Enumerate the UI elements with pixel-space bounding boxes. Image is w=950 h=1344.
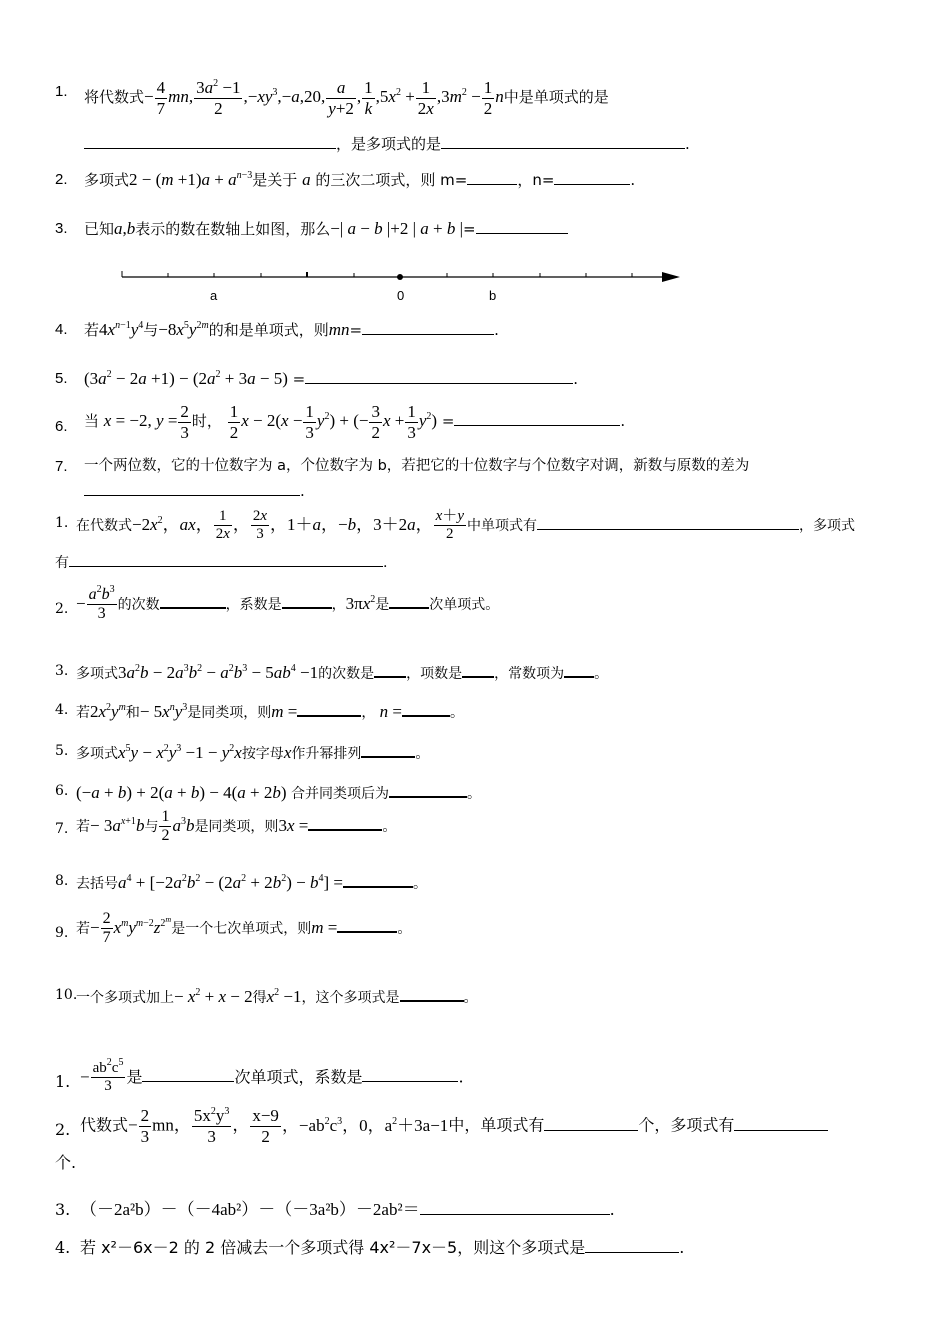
b-q1-text4: 有 [55,555,69,571]
b-q3-text5: 。 [594,666,609,682]
a-q6-end: . [620,412,626,431]
a-q3-number: 3. [55,220,68,237]
b-q2-number: 2. [55,601,69,617]
a-q4-number: 4. [55,321,68,338]
b-q4-blank-n[interactable] [402,701,450,717]
a-q3-text3: = [463,220,476,238]
b-q1-text2: 中单项式有 [466,517,537,534]
a-q4-end: . [494,321,499,339]
b-q3-blank3[interactable] [564,662,594,678]
c-q1-number: 1. [55,1072,71,1091]
a-q6-blank[interactable] [454,411,620,426]
a-q1-blank2[interactable] [441,134,685,149]
c-q2-text2: 中，单项式有 [448,1115,545,1135]
c-q3-expression: （－2a²b）－（－4ab²）－（－3a²b）－2ab²＝ [80,1200,420,1219]
b-q3-number: 3. [55,663,69,679]
b-q10-text2: 得 [252,990,267,1006]
c-q4-number: 4. [55,1238,71,1257]
a-q5-end: . [573,370,578,388]
a-q2-text1: 多项式 [84,171,130,189]
c-q2-number: 2. [55,1120,71,1139]
a-q3-blank[interactable] [476,219,568,234]
frac-3a2-1-2: $\frac{3a^2 -1}{2}$ [196,78,241,118]
number-line [0,262,950,322]
b-q10-number: 10. [55,987,78,1003]
b-q10-text4: 。 [463,990,478,1006]
b-q4-text5: 。 [449,705,464,721]
b-q9-blank[interactable] [337,917,397,933]
b-q1-text3: ，多项式 [798,517,855,534]
a-q4-text3: 的和是单项式，则 [208,321,329,339]
c-q3-number: 3. [55,1200,71,1219]
a-q7-line2 [84,481,305,499]
a-q2-blank-m[interactable] [467,170,517,185]
b-q2-text1: 的次数 [117,596,160,613]
frac-1-2x: $\frac{1}{2x}$ [417,78,434,118]
c-q2-blank1[interactable] [544,1116,638,1131]
b-q4-blank-m[interactable] [297,701,361,717]
a-q6-text2: 时， [191,412,222,431]
c-q1-end: . [458,1067,464,1087]
b-q3-text3: ，项数是 [406,666,463,682]
b-q10-text1: 一个多项式加上 [76,990,174,1006]
b-q2-text4: 是 [375,596,390,613]
b-q1-text1: 在代数式 [76,517,132,534]
b-q5-text4: 。 [415,746,430,762]
a-q2-text3: 的三次二项式，则 m= [315,171,468,189]
b-q4-text3: 是同类项，则 [187,705,272,721]
c-q4-blank[interactable] [585,1238,679,1253]
b-q7-text2: 与 [144,818,159,835]
a-q5-number: 5. [55,370,68,387]
b-q2-blank1[interactable] [160,593,226,609]
a-q6-text3: = [441,412,455,431]
b-q8-text1: 去括号 [76,876,118,892]
b-q4-text4: ， [361,705,376,721]
b-q2-blank2[interactable] [282,593,332,609]
a-q1-blank1[interactable] [84,134,336,149]
a-q5-blank[interactable] [305,369,573,384]
b-q6-number: 6. [55,783,69,799]
b-q8-number: 8. [55,873,69,889]
c-q2-line2 [55,1155,76,1171]
c-q2-text3: 个，多项式有 [638,1115,735,1135]
label-a: a [210,288,218,303]
a-q7-text: 一个两位数，它的十位数字为 a，个位数字为 b，若把它的十位数字与个位数字对调，新数与原数的差为 [84,458,750,474]
a-q6-text1: 当 [84,412,100,431]
b-q2-blank3[interactable] [389,593,429,609]
b-q5-text2: 按字母 [241,746,284,762]
a-q1-text: 将代数式 [84,88,145,107]
b-q9-text2: 是一个七次单项式，则 [171,920,312,937]
a-q1-text3: ，是多项式的是 [336,135,442,153]
frac-1-k: $\frac{1}{k}$ [364,78,373,118]
b-q5-text3: 作升幂排列 [291,746,362,762]
b-q6-blank[interactable] [389,782,467,798]
b-q10-blank[interactable] [400,986,464,1002]
c-q1-text1: 是 [126,1067,143,1087]
b-q4-text1: 若 [76,705,90,721]
b-q1-blank1[interactable] [537,515,799,530]
a-q2-number: 2. [55,171,68,188]
a-q2-end: . [630,171,636,189]
b-q8-text2: 。 [412,876,427,892]
b-q6-text2: 。 [467,786,481,802]
b-q9-text3: 。 [397,920,412,937]
a-q7-end: . [300,482,305,500]
c-q1-text2: 次单项式，系数是 [234,1067,363,1087]
b-q1-blank2[interactable] [69,552,383,567]
c-q3-blank[interactable] [420,1200,610,1215]
a-q2-text4: ，n= [517,171,555,189]
b-q5-number: 5. [55,743,69,759]
b-q3-text1: 多项式 [76,666,118,682]
frac-a-y2: $\frac{a}{y+2}$ [328,78,354,118]
label-b: b [489,288,497,303]
a-q2-text2: 是关于 [252,171,298,189]
arrow-right-icon [662,272,680,282]
a-q1-end: . [685,135,690,153]
b-q2-text3: ， [331,596,346,613]
a-q4-text4: = [349,321,363,339]
a-q4-text2: 与 [143,321,159,339]
b-q3-blank2[interactable] [462,662,494,678]
b-q6-text1: 合并同类项后为 [291,786,389,802]
b-q7-text3: 是同类项，则 [194,818,279,835]
b-q5-blank[interactable] [361,742,415,758]
c-q1-blank1[interactable] [142,1067,234,1082]
b-q2-text2: ，系数是 [225,596,282,613]
b-q3-blank1[interactable] [374,662,406,678]
c-q4-end: . [679,1238,685,1257]
a-q3-text1: 已知 [84,220,115,238]
frac-1-2: $\frac{1}{2}$ [483,78,493,118]
a-q5-text1: = [292,370,306,388]
b-q4-text2: 和 [125,705,140,721]
b-q2-text5: 次单项式。 [429,596,500,613]
b-q1-end: . [383,555,388,571]
b-q3-text2: 的次数是 [318,666,375,682]
c-q4-text1: 若 x²－6x－2 的 2 倍减去一个多项式得 4x²－7x－5，则这个多项式是 [80,1238,586,1257]
b-q7-text1: 若 [76,818,90,835]
a-q1-number: 1. [55,83,68,100]
b-q1-line2 [55,552,387,570]
frac-4-7: $\frac{4}{7}$ [156,78,166,118]
b-q3-text4: ，常数项为 [494,666,565,682]
a-q7-blank[interactable] [84,481,300,496]
a-q4-blank[interactable] [362,320,494,335]
c-q2-blank2[interactable] [734,1116,828,1131]
a-q6-number: 6. [55,418,68,435]
b-q5-text1: 多项式 [76,746,118,762]
a-q7-number: 7. [55,458,68,475]
b-q7-blank[interactable] [308,815,382,831]
b-q7-text4: 。 [382,818,397,835]
b-q1-number: 1. [55,515,69,531]
a-q1-text2: 中是单项式的是 [503,88,609,107]
a-q2-blank-n[interactable] [554,170,630,185]
b-q8-blank[interactable] [343,872,413,888]
label-0: 0 [397,288,405,303]
origin-dot [397,274,403,280]
c-q2-text4: 个. [55,1153,77,1172]
a-q4-text1: 若 [84,321,100,339]
b-q7-number: 7. [55,821,69,837]
c-q2-text1: 代数式 [80,1115,129,1135]
c-q3-end: . [609,1200,615,1219]
b-q9-text1: 若 [76,920,90,937]
c-q1-blank2[interactable] [362,1067,458,1082]
b-q9-number: 9. [55,925,69,941]
b-q4-number: 4. [55,702,69,718]
a-q1-line2 [84,134,690,152]
a-q3-text2: 表示的数在数轴上如图，那么 [135,220,331,238]
b-q10-text3: ，这个多项式是 [301,990,400,1006]
